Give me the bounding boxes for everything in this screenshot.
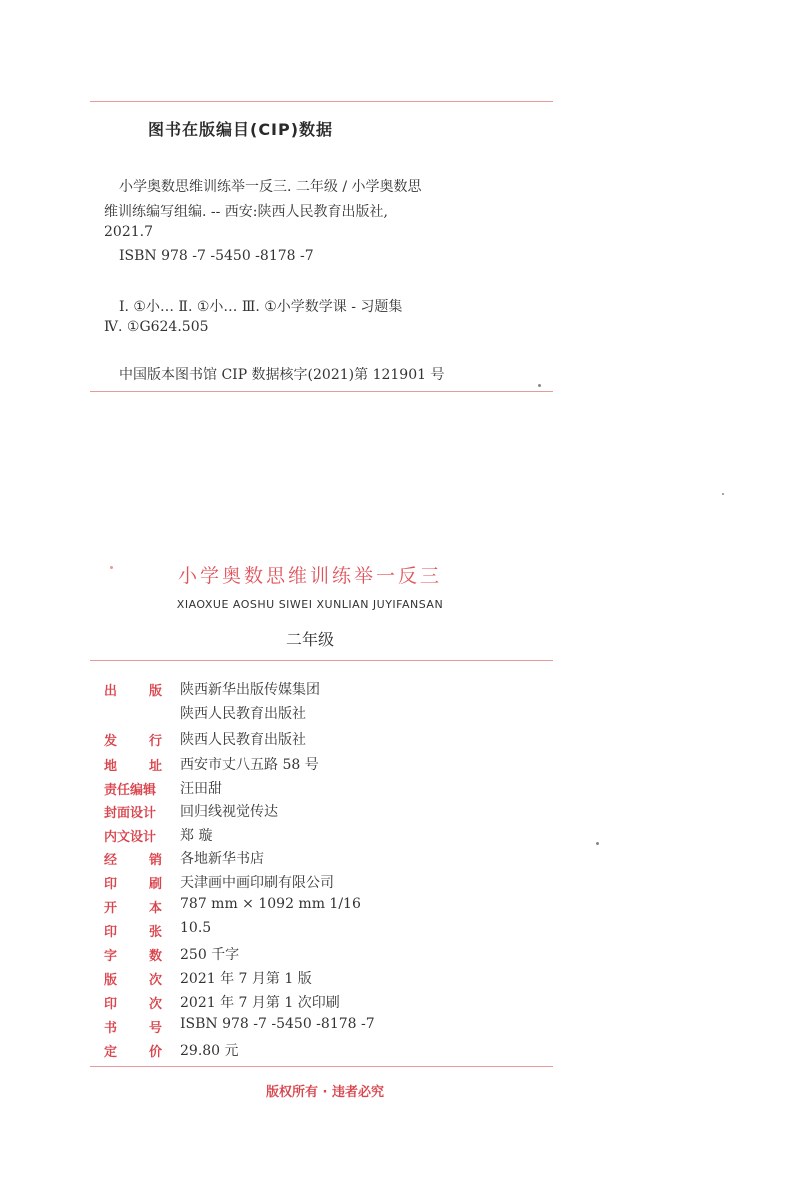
paper-speck xyxy=(722,493,724,495)
colophon-label-char: 号 xyxy=(148,1021,162,1036)
colophon-label xyxy=(104,993,162,1012)
colophon-label xyxy=(104,755,162,774)
colophon-label-char: 张 xyxy=(148,925,162,940)
colophon-value: 2021 年 7 月第 1 版 xyxy=(180,971,312,987)
book-title: 小学奥数思维训练举一反三 xyxy=(177,565,442,587)
cip-line: Ⅰ. ①小… Ⅱ. ①小… Ⅲ. ①小学数学课 - 习题集 xyxy=(119,299,403,315)
colophon-label-char: 经 xyxy=(104,853,118,868)
colophon-value: 10.5 xyxy=(180,920,212,936)
colophon-label-char: 字 xyxy=(104,949,118,964)
colophon-label-char: 发 xyxy=(104,734,118,749)
colophon-top-rule xyxy=(90,660,553,661)
colophon-label xyxy=(104,849,162,868)
paper-speck xyxy=(538,384,541,387)
book-pinyin: XIAOXUE AOSHU SIWEI XUNLIAN JUYIFANSAN xyxy=(176,598,444,611)
colophon-label-char: 址 xyxy=(148,759,162,774)
copyright-notice: 版权所有 · 违者必究 xyxy=(266,1085,384,1100)
paper-speck xyxy=(110,566,113,569)
colophon-value: 各地新华书店 xyxy=(180,851,264,867)
cip-line: ISBN 978 -7 -5450 -8178 -7 xyxy=(119,248,314,264)
colophon-label xyxy=(104,1017,162,1036)
colophon-label-char: 版 xyxy=(148,684,162,699)
colophon-label xyxy=(104,873,162,892)
cip-heading: 图书在版编目(CIP)数据 xyxy=(148,120,334,139)
cip-line: 2021.7 xyxy=(104,224,153,240)
colophon-label xyxy=(104,945,162,964)
colophon-label xyxy=(104,680,162,699)
colophon-value: 陕西人民教育出版社 xyxy=(180,706,306,722)
colophon-label-char: 出 xyxy=(104,684,118,699)
colophon-value: 天津画中画印刷有限公司 xyxy=(180,875,334,891)
colophon-label-char: 印 xyxy=(104,997,118,1012)
colophon-label-char: 数 xyxy=(148,949,162,964)
paper-speck xyxy=(596,842,599,845)
colophon-value: 汪田甜 xyxy=(180,781,222,797)
colophon-label xyxy=(104,826,162,845)
colophon-label xyxy=(104,730,162,749)
cip-bottom-rule xyxy=(90,391,553,392)
colophon-label-char: 行 xyxy=(148,734,162,749)
cip-line: 小学奥数思维训练举一反三. 二年级 / 小学奥数思 xyxy=(119,179,422,195)
colophon-label xyxy=(104,969,162,988)
colophon-label-char: 刷 xyxy=(148,877,162,892)
colophon-value: 250 千字 xyxy=(180,947,240,963)
colophon-label-char: 版 xyxy=(104,973,118,988)
colophon-value: 郑 璇 xyxy=(180,828,213,844)
cip-line: 中国版本图书馆 CIP 数据核字(2021)第 121901 号 xyxy=(119,367,445,383)
colophon-label-char: 地 xyxy=(104,759,118,774)
book-grade: 二年级 xyxy=(285,630,334,649)
colophon-label-char: 销 xyxy=(148,853,162,868)
cip-top-rule xyxy=(90,101,553,102)
colophon-value: 2021 年 7 月第 1 次印刷 xyxy=(180,995,340,1011)
colophon-label xyxy=(104,921,162,940)
cip-line: Ⅳ. ①G624.505 xyxy=(104,319,209,335)
colophon-value: 陕西人民教育出版社 xyxy=(180,732,306,748)
colophon-label-char: 印 xyxy=(104,877,118,892)
colophon-label-char: 印 xyxy=(104,925,118,940)
colophon-value: 陕西新华出版传媒集团 xyxy=(180,682,320,698)
colophon-label xyxy=(104,779,162,798)
colophon-label-char: 本 xyxy=(148,901,162,916)
colophon-value: 西安市丈八五路 58 号 xyxy=(180,757,319,773)
colophon-label-char: 定 xyxy=(104,1045,118,1060)
colophon-value: 787 mm × 1092 mm 1/16 xyxy=(180,896,361,912)
colophon-value: 29.80 元 xyxy=(180,1043,239,1059)
cip-line: 维训练编写组编. -- 西安:陕西人民教育出版社, xyxy=(104,204,388,220)
colophon-label-char: 价 xyxy=(148,1045,162,1060)
colophon-label-char: 次 xyxy=(148,973,162,988)
colophon-label-char: 责任编辑 xyxy=(104,783,157,798)
colophon-value: 回归线视觉传达 xyxy=(180,804,278,820)
colophon-label-char: 次 xyxy=(148,997,162,1012)
colophon-label-char: 封面设计 xyxy=(104,806,157,821)
colophon-bottom-rule xyxy=(90,1066,553,1067)
colophon-label-char: 书 xyxy=(104,1021,118,1036)
colophon-label xyxy=(104,802,162,821)
colophon-label xyxy=(104,897,162,916)
colophon-label-char: 内文设计 xyxy=(104,830,157,845)
colophon-label-char: 开 xyxy=(104,901,118,916)
colophon-value: ISBN 978 -7 -5450 -8178 -7 xyxy=(180,1016,375,1032)
colophon-label xyxy=(104,1041,162,1060)
